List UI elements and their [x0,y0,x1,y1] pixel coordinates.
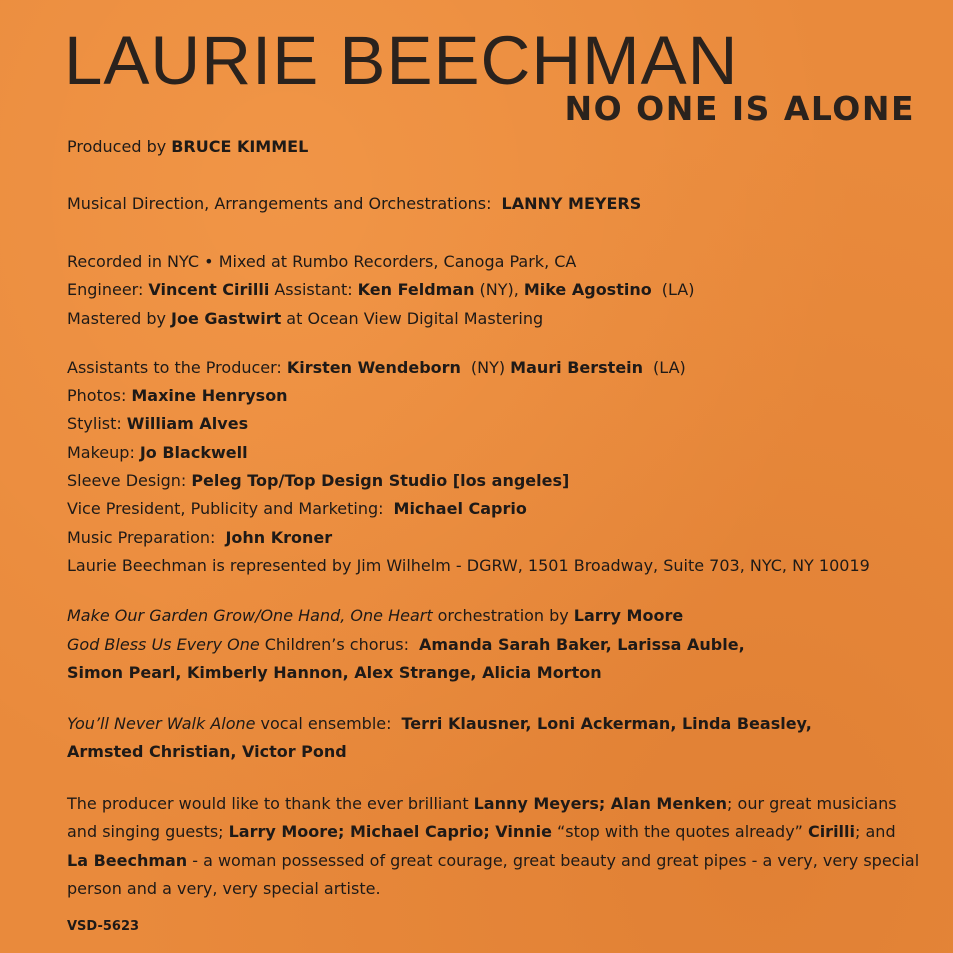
thanks-names: Lanny Meyers; Alan Menken [473,794,728,813]
walk-credit-continued [67,742,347,762]
bless-credit-continued [67,663,602,683]
assistant-name-1: Ken Feldman [357,280,475,299]
photos-credit [67,386,288,406]
thanks-line-4: person and a very, very special artiste. [67,879,381,898]
mastered-credit [67,309,543,329]
producer-credit [67,137,308,157]
producer-assistant-name-2: Mauri Berstein [510,358,644,377]
assistant-label: Assistant: [274,280,353,299]
thanks-text: ; and [855,822,896,841]
sleeve-design-credit [67,471,569,491]
makeup-credit [67,443,248,463]
thanks-text: ; our great musicians [727,794,897,813]
sleeve-design-label: Sleeve Design: [67,471,187,490]
thanks-names: La Beechman [67,851,188,870]
musical-direction-label: Musical Direction, Arrangements and Orchestrations: [67,194,492,213]
bless-names-1: Amanda Sarah Baker, Larissa Auble, [418,635,745,654]
producer-assistant-location-2: (LA) [653,358,686,377]
musical-direction-name: LANNY MEYERS [501,194,642,213]
photos-name: Maxine Henryson [131,386,288,405]
assistant-location-2: (LA) [661,280,695,299]
walk-names-2: Armsted Christian, Victor Pond [67,742,347,761]
thanks-text: - a woman possessed of great courage, great beauty and great pipes - a very, very special [192,851,920,870]
bless-names-2: Simon Pearl, Kimberly Hannon, Alex Strange, Alicia Morton [67,663,602,682]
artist-name: LAURIE BEECHMAN [64,22,739,99]
thanks-text: The producer would like to thank the ever brilliant [67,794,469,813]
representation-credit: Laurie Beechman is represented by Jim Wilhelm - DGRW, 1501 Broadway, Suite 703, NYC, NY 10019 [67,556,870,575]
engineer-name: Vincent Cirilli [148,280,270,299]
producer-assistant-name-1: Kirsten Wendeborn [286,358,461,377]
recorded-credit: Recorded in NYC • Mixed at Rumbo Recorders, Canoga Park, CA [67,252,577,271]
makeup-name: Jo Blackwell [139,443,248,462]
walk-credit [67,714,812,734]
walk-rest: vocal ensemble: [260,714,392,733]
stylist-label: Stylist: [67,414,122,433]
thanks-names: Larry Moore; Michael Caprio; Vinnie [228,822,552,841]
bless-song-title: God Bless Us Every One [67,635,260,654]
thanks-line-2 [67,822,896,842]
mastered-rest: at Ocean View Digital Mastering [286,309,544,328]
mastered-label: Mastered by [67,309,166,328]
bless-credit [67,635,745,655]
thanks-text: and singing guests; [67,822,224,841]
walk-names-1: Terri Klausner, Loni Ackerman, Linda Beasley, [401,714,812,733]
makeup-label: Makeup: [67,443,135,462]
vp-credit [67,499,527,519]
thanks-line-1 [67,794,897,814]
catalog-number: VSD-5623 [67,919,140,934]
producer-name: BRUCE KIMMEL [171,137,309,156]
thanks-names: Cirilli [807,822,856,841]
producer-assistant-location-1: (NY) [470,358,506,377]
mastered-name: Joe Gastwirt [171,309,282,328]
thanks-quote: “stop with the quotes already” [556,822,803,841]
producer-assistants-credit [67,358,686,378]
garden-song-title: Make Our Garden Grow/One Hand, One Heart [67,606,433,625]
sleeve-design-name: Peleg Top/Top Design Studio [los angeles] [191,471,570,490]
producer-assistants-label: Assistants to the Producer: [67,358,282,377]
bless-rest: Children’s chorus: [264,635,409,654]
assistant-location-1: (NY), [479,280,519,299]
music-prep-credit [67,528,332,548]
musical-direction-credit [67,194,641,214]
walk-song-title: You’ll Never Walk Alone [67,714,256,733]
stylist-credit [67,414,248,434]
music-prep-name: John Kroner [225,528,333,547]
engineer-label: Engineer: [67,280,144,299]
garden-rest: orchestration by [437,606,569,625]
garden-name: Larry Moore [573,606,684,625]
photos-label: Photos: [67,386,127,405]
assistant-name-2: Mike Agostino [523,280,652,299]
producer-label: Produced by [67,137,167,156]
album-title: NO ONE IS ALONE [564,89,915,128]
garden-credit [67,606,683,626]
thanks-line-3 [67,851,919,871]
vp-label: Vice President, Publicity and Marketing: [67,499,384,518]
vp-name: Michael Caprio [393,499,527,518]
stylist-name: William Alves [126,414,249,433]
engineer-credit [67,280,694,300]
music-prep-label: Music Preparation: [67,528,216,547]
